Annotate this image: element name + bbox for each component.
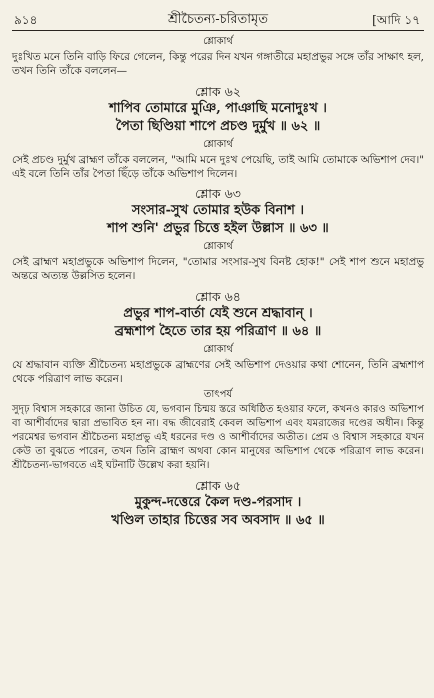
verse-label: শ্লোক ৬২ [195,83,241,99]
verse-text [12,100,424,136]
translation-label: শ্লোকার্থ [203,36,233,47]
book-title: শ্রীচৈতন্য-চরিতামৃত [167,12,269,27]
verse-line: ব্রহ্মশাপ হৈতে তার হয় পরিত্রাণ ॥ ৬৪ ॥ [114,323,322,339]
verse-line: খণ্ডিল তাহার চিত্তের সব অবসাদ ॥ ৬৫ ॥ [111,513,325,529]
translation-label: শ্লোকার্থ [203,138,233,150]
page-number: ৯১৪ [14,13,38,27]
verse-label: শ্লোক ৬৩ [195,186,241,202]
verse-line: শাপ শুনি' প্রভুর চিত্তে হইল উল্লাস ॥ ৬৩ ॥ [107,221,329,237]
translation-label: শ্লোকার্থ [203,241,233,253]
purport-text: সুদৃঢ় বিশ্বাস সহকারে জানা উচিত যে, ভগবান চিন্ময় স্তরে অধিষ্ঠিত হওয়ার ফলে, কখনও কারও অভিশাপ বা আশীর্বাদের দ্বারা প্রভাবিত হন না। বদ্ধ জীবেরাই কেবল অভিশাপ এবং যমরাজের দণ্ডের অধীন। কিন্তু পরমেশ্বর ভগবান শ্রীচৈতন্য মহাপ্রভু এই ধরনের দণ্ড ও আশীর্বাদের অতীত। প্রেম ও বিশ্বাস সহকারে যখন কেউ তা বুঝতে পারেন, তখন তিনি ব্রাহ্মণ অথবা কোন মানুষের অভিশাপ থেকে পরিত্রাণ লাভ করেন। শ্রীচৈতন্য-ভাগবতে এই ঘটনাটি উল্লেখ করা হয়নি। [12,404,424,472]
verse-label: শ্লোক ৬৫ [195,478,241,494]
verse-label: শ্লোক ৬৪ [195,288,241,304]
translation-text: সেই ব্রাহ্মণ মহাপ্রভুকে অভিশাপ দিলেন, "তোমার সংসার-সুখ বিনষ্ট হোক!" সেই শাপ শুনে মহাপ্রভু অন্তরে অত্যন্ত উল্লসিত হলেন। [12,256,424,283]
verse-text [12,305,424,341]
verse-line: প্রভুর শাপ-বার্তা যেই শুনে শ্রদ্ধাবান্ । [123,305,313,321]
running-header [12,8,424,30]
verse-text [12,202,424,238]
translation-text: দুঃখিত মনে তিনি বাড়ি ফিরে গেলেন, কিন্তু পরের দিন যখন গঙ্গাতীরে মহাপ্রভুর সঙ্গে তাঁর সাক্ষাৎ হল, তখন তিনি তাঁকে বললেন— [12,51,424,78]
chapter-reference: [আদি ১৭ [372,13,420,27]
translation-text: যে শ্রদ্ধাবান ব্যক্তি শ্রীচৈতন্য মহাপ্রভুকে ব্রাহ্মণের সেই অভিশাপ দেওয়ার কথা শোনেন, তিনি ব্রহ্মশাপ থেকে পরিত্রাণ লাভ করেন। [12,358,424,386]
verse-line: সংসার-সুখ তোমার হউক বিনাশ । [131,203,305,219]
verse-line: মুকুন্দ-দত্তেরে কৈল দণ্ড-পরসাদ । [134,495,302,511]
translation-label: শ্লোকার্থ [203,343,233,355]
verse-line: পৈতা ছিণ্ডিয়া শাপে প্রচণ্ড দুর্মুখ ॥ ৬২ ॥ [115,118,321,134]
translation-text: সেই প্রচণ্ড দুর্মুখ ব্রাহ্মণ তাঁকে বললেন, "আমি মনে দুঃখ পেয়েছি, তাই আমি তোমাকে অভিশাপ দেব।" এই বলে তিনি তাঁর পৈতা ছিঁড়ে তাঁকে অভিশাপ দিলেন। [12,153,424,180]
verse-text [12,494,424,530]
purport-label: তাৎপর্য [203,389,233,401]
verse-line: শাপিব তোমারে মুঞি, পাঞাছি মনোদুঃখ । [109,100,327,116]
